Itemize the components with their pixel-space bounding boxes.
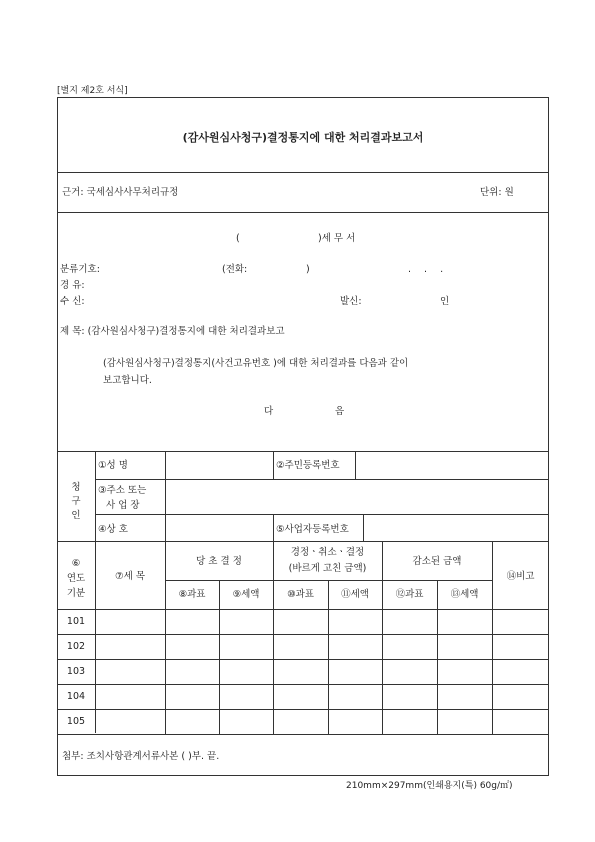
sub-header: ⑪세액 bbox=[341, 589, 369, 600]
grid-line bbox=[57, 609, 549, 610]
grid-line bbox=[57, 684, 549, 685]
sender-label: 발신: bbox=[340, 296, 362, 307]
business-no-label: ⑤사업자등록번호 bbox=[276, 524, 349, 535]
recipient-label: 수 신: bbox=[60, 296, 85, 307]
attachment-line: 첨부: 조치사항관계서류사본 ( )부. 끝. bbox=[62, 751, 220, 762]
grid-line bbox=[57, 734, 549, 735]
grid-line bbox=[355, 451, 356, 479]
corrected-header-2: (바르게 고친 금액) bbox=[288, 563, 367, 574]
table-row: 103 bbox=[66, 666, 86, 677]
sub-header: ⑩과표 bbox=[287, 589, 314, 600]
classification-label: 분류기호: bbox=[60, 264, 100, 275]
initial-decision-header: 당 초 결 정 bbox=[196, 556, 242, 567]
date-dots: . . . bbox=[408, 264, 444, 275]
grid-line bbox=[57, 634, 549, 635]
table-row: 101 bbox=[66, 616, 86, 627]
phone-close: ) bbox=[306, 264, 310, 275]
grid-line bbox=[57, 541, 549, 542]
reduced-header: 감소된 금액 bbox=[412, 556, 462, 567]
via-label: 경 유: bbox=[60, 280, 85, 291]
name-label: ①성 명 bbox=[98, 460, 128, 471]
sub-header: ⑧과표 bbox=[178, 589, 206, 600]
grid-line bbox=[382, 541, 383, 734]
subject-line: 제 목: (감사원심사청구)결정통지에 대한 처리결과보고 bbox=[60, 326, 285, 337]
grid-line bbox=[219, 580, 220, 734]
divider bbox=[57, 172, 549, 173]
address-label-1: ③주소 또는 bbox=[98, 485, 147, 496]
body-line-2: 보고합니다. bbox=[103, 375, 152, 386]
grid-line bbox=[165, 541, 166, 734]
table-row: 102 bbox=[66, 641, 86, 652]
next-left: 다 bbox=[264, 406, 274, 417]
form-frame bbox=[57, 97, 549, 776]
sub-header: ⑬세액 bbox=[450, 589, 479, 600]
grid-line bbox=[492, 541, 493, 734]
grid-line bbox=[57, 709, 549, 710]
claimant-side-label: 청 구 인 bbox=[71, 482, 81, 521]
next-right: 음 bbox=[335, 406, 345, 417]
item-header: ⑦세 목 bbox=[115, 571, 145, 582]
sub-header: ⑫과표 bbox=[395, 589, 424, 600]
trade-name-label: ④상 호 bbox=[98, 524, 128, 535]
unit-text: 단위: 원 bbox=[480, 187, 514, 198]
phone-label: (전화: bbox=[222, 264, 248, 275]
table-row: 105 bbox=[66, 716, 86, 727]
grid-line bbox=[328, 580, 329, 734]
paper-spec: 210mm×297mm(인쇄용지(특) 60g/㎡) bbox=[346, 781, 513, 791]
tax-office-label: )세 무 서 bbox=[318, 233, 356, 244]
table-row: 104 bbox=[66, 691, 86, 702]
office-open: ( bbox=[236, 233, 240, 244]
grid-line bbox=[273, 451, 274, 479]
form-label: [별지 제2호 서식] bbox=[57, 86, 128, 96]
grid-line bbox=[273, 514, 274, 541]
divider bbox=[57, 451, 549, 452]
remarks-header: ⑭비고 bbox=[506, 571, 535, 582]
grid-line bbox=[165, 451, 166, 541]
divider bbox=[57, 212, 549, 213]
grid-line bbox=[57, 659, 549, 660]
grid-line bbox=[95, 479, 549, 480]
grid-line bbox=[95, 451, 96, 733]
page-title: (감사원심사청구)결정통지에 대한 처리결과보고서 bbox=[182, 131, 424, 144]
grid-line bbox=[363, 514, 364, 541]
resident-no-label: ②주민등록번호 bbox=[276, 460, 340, 471]
grid-line bbox=[95, 514, 549, 515]
address-label-2: 사 업 장 bbox=[106, 500, 140, 511]
grid-line bbox=[437, 580, 438, 734]
corrected-header-1: 경정ㆍ취소ㆍ결정 bbox=[290, 547, 365, 558]
year-header: ⑥ 연도 기분 bbox=[66, 558, 86, 599]
body-line-1: (감사원심사청구)결정통지(사건고유번호 )에 대한 처리결과를 다음과 같이 bbox=[103, 358, 409, 369]
basis-text: 근거: 국세심사사무처리규정 bbox=[62, 187, 179, 198]
sub-header: ⑨세액 bbox=[232, 589, 260, 600]
seal-label: 인 bbox=[440, 296, 450, 307]
